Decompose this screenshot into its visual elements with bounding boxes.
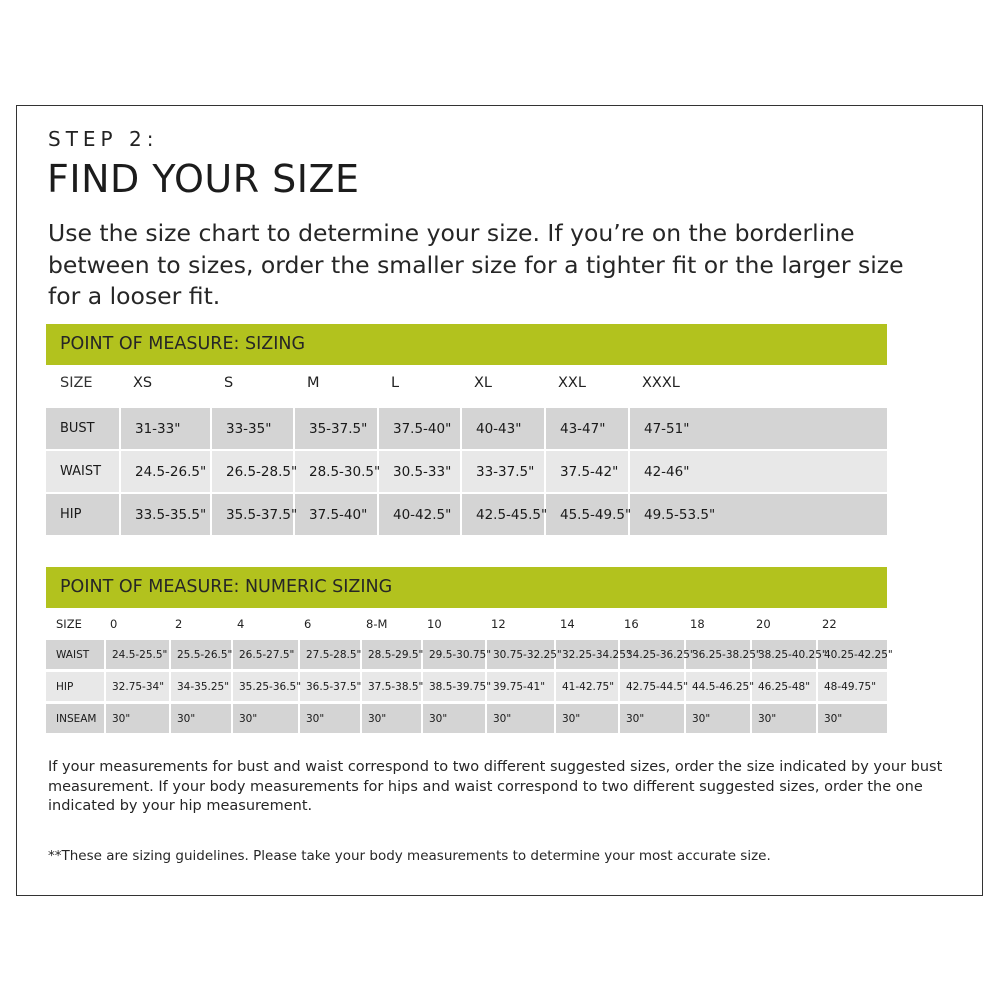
table-cell: 30" (554, 701, 618, 733)
table-cell: 34-35.25" (169, 669, 231, 701)
measurement-note: If your measurements for bust and waist correspond to two different suggested sizes, order the size indicated by your bust measurement. If your body measurements for hips and waist correspond to two different suggested sizes, order the one indicated by your hip measurement. (48, 759, 943, 814)
guidelines-footnote: **These are sizing guidelines. Please take your body measurements to determine your most accurate size. (48, 848, 771, 864)
row-label: BUST (46, 400, 119, 449)
table-cell: 30" (421, 701, 485, 733)
table-cell: 37.5-40" (293, 492, 377, 535)
table-cell: 30" (618, 701, 684, 733)
numeric-header-cell: 0 (104, 609, 169, 639)
row-label: INSEAM (46, 701, 104, 733)
table-cell: 28.5-29.5" (360, 639, 421, 669)
table-cell: 38.5-39.75" (421, 669, 485, 701)
table-cell: 32.25-34.25" (554, 639, 618, 669)
sizing-table (46, 366, 887, 535)
table-cell: 35.5-37.5" (210, 492, 293, 535)
table-cell: 30" (360, 701, 421, 733)
table-cell: 42.5-45.5" (460, 492, 544, 535)
table-cell: 32.75-34" (104, 669, 169, 701)
numeric-header-cell: 2 (169, 609, 231, 639)
table-cell: 31-33" (119, 400, 210, 449)
table-cell: 36.5-37.5" (298, 669, 360, 701)
table-cell: 43-47" (544, 400, 628, 449)
table-cell: 46.25-48" (750, 669, 816, 701)
table-cell: 26.5-28.5" (210, 449, 293, 492)
table-cell: 36.25-38.25" (684, 639, 750, 669)
table-cell: 41-42.75" (554, 669, 618, 701)
table-cell: 26.5-27.5" (231, 639, 298, 669)
table-cell: 30.75-32.25" (485, 639, 554, 669)
numeric-header-cell: 10 (421, 609, 485, 639)
numeric-row-hip (46, 669, 887, 701)
step-label: STEP 2: (48, 127, 159, 151)
sizing-header-cell: M (293, 366, 377, 400)
sizing-heading: POINT OF MEASURE: SIZING (46, 324, 887, 365)
table-cell: 30" (231, 701, 298, 733)
numeric-header-cell: 12 (485, 609, 554, 639)
numeric-sizing-heading: POINT OF MEASURE: NUMERIC SIZING (46, 567, 887, 608)
table-cell: 25.5-26.5" (169, 639, 231, 669)
sizing-header-cell: SIZE (46, 366, 119, 400)
page-title: FIND YOUR SIZE (47, 157, 360, 201)
numeric-header-cell: 22 (816, 609, 887, 639)
numeric-header-cell: 18 (684, 609, 750, 639)
sizing-header-cell: XXXL (628, 366, 887, 400)
sizing-header-cell: L (377, 366, 460, 400)
table-cell: 37.5-40" (377, 400, 460, 449)
table-cell: 42.75-44.5" (618, 669, 684, 701)
sizing-header-cell: XL (460, 366, 544, 400)
table-cell: 30" (104, 701, 169, 733)
table-cell: 33.5-35.5" (119, 492, 210, 535)
numeric-header-cell: 8-M (360, 609, 421, 639)
table-cell: 47-51" (628, 400, 887, 449)
table-cell: 37.5-42" (544, 449, 628, 492)
table-cell: 40-43" (460, 400, 544, 449)
table-cell: 44.5-46.25" (684, 669, 750, 701)
table-cell: 30" (750, 701, 816, 733)
table-cell: 24.5-26.5" (119, 449, 210, 492)
numeric-header-cell: 14 (554, 609, 618, 639)
row-label: WAIST (46, 449, 119, 492)
table-cell: 39.75-41" (485, 669, 554, 701)
table-cell: 30.5-33" (377, 449, 460, 492)
table-cell: 35-37.5" (293, 400, 377, 449)
numeric-header-cell: 16 (618, 609, 684, 639)
table-cell: 33-35" (210, 400, 293, 449)
row-label: WAIST (46, 639, 104, 669)
numeric-header-cell: SIZE (46, 609, 104, 639)
table-cell: 30" (485, 701, 554, 733)
intro-text: Use the size chart to determine your size. If you’re on the borderline between to sizes, order the smaller size for a tighter fit or the larger size for a looser fit. (48, 219, 904, 310)
table-cell: 38.25-40.25" (750, 639, 816, 669)
table-cell: 30" (816, 701, 887, 733)
table-cell: 33-37.5" (460, 449, 544, 492)
row-label: HIP (46, 492, 119, 535)
table-cell: 45.5-49.5" (544, 492, 628, 535)
sizing-header-row (46, 366, 887, 400)
sizing-row-waist (46, 449, 887, 492)
sizing-header-cell: XXL (544, 366, 628, 400)
table-cell: 42-46" (628, 449, 887, 492)
sizing-row-hip (46, 492, 887, 535)
numeric-header-cell: 6 (298, 609, 360, 639)
sizing-header-cell: XS (119, 366, 210, 400)
table-cell: 49.5-53.5" (628, 492, 887, 535)
table-cell: 40.25-42.25" (816, 639, 887, 669)
numeric-sizing-table (46, 609, 893, 733)
table-cell: 37.5-38.5" (360, 669, 421, 701)
table-cell: 24.5-25.5" (104, 639, 169, 669)
numeric-row-inseam (46, 701, 887, 733)
numeric-header-cell: 20 (750, 609, 816, 639)
table-cell: 30" (298, 701, 360, 733)
table-cell: 35.25-36.5" (231, 669, 298, 701)
sizing-row-bust (46, 400, 887, 449)
table-cell: 34.25-36.25" (618, 639, 684, 669)
table-cell: 28.5-30.5" (293, 449, 377, 492)
numeric-header-row (46, 609, 887, 639)
table-cell: 27.5-28.5" (298, 639, 360, 669)
table-cell: 40-42.5" (377, 492, 460, 535)
numeric-header-cell: 4 (231, 609, 298, 639)
table-cell: 29.5-30.75" (421, 639, 485, 669)
sizing-header-cell: S (210, 366, 293, 400)
table-cell: 48-49.75" (816, 669, 887, 701)
row-label: HIP (46, 669, 104, 701)
table-cell: 30" (684, 701, 750, 733)
table-cell: 30" (169, 701, 231, 733)
numeric-row-waist (46, 639, 887, 669)
